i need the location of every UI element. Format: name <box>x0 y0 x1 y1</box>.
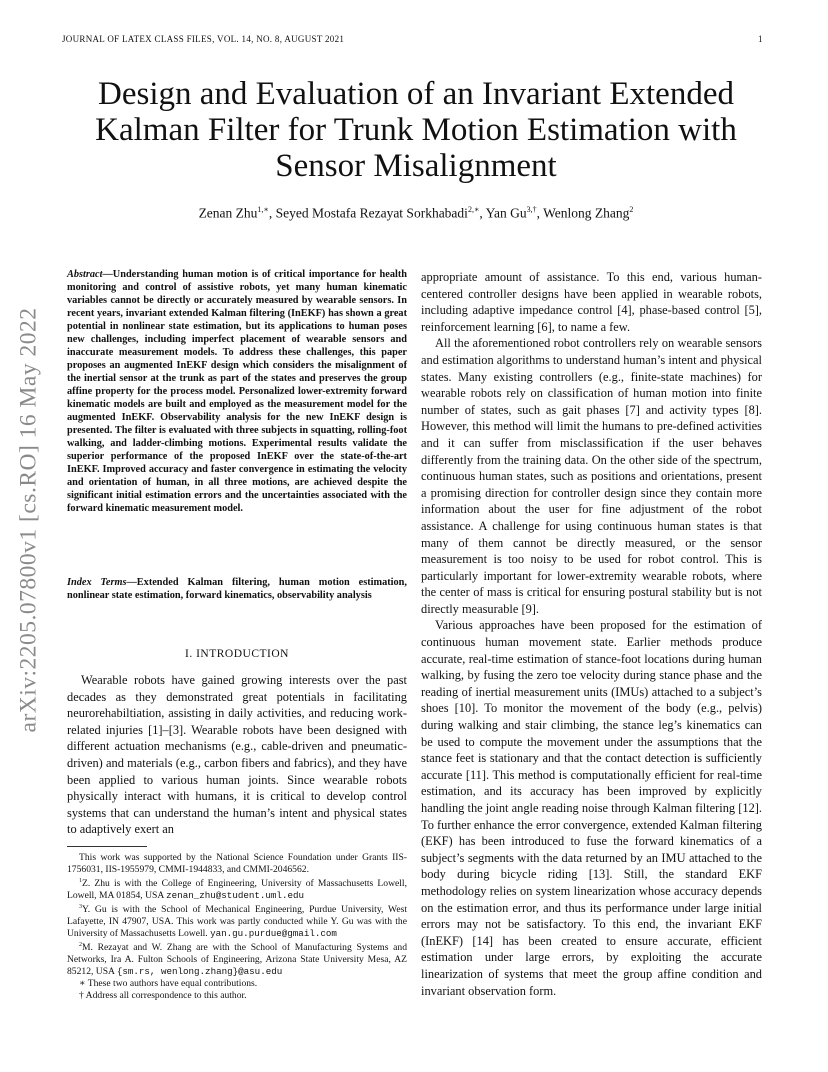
arxiv-stamp <box>2 270 56 770</box>
footnote-mark: 1 <box>79 877 82 884</box>
footnote-text: Z. Zhu is with the College of Engineering, University of Massachusetts Lowell, Lowell, MA 01854, USA <box>67 878 407 901</box>
intro-right-column <box>421 269 762 999</box>
email-link[interactable]: yan.gu.purdue@gmail.com <box>210 927 337 939</box>
abstract <box>67 268 407 515</box>
abstract-label: Abstract <box>67 269 103 280</box>
index-terms <box>67 576 407 602</box>
author-name: , Seyed Mostafa Rezayat Sorkhabadi <box>268 205 468 221</box>
footnote-rule <box>67 846 147 847</box>
email-link[interactable]: zenan_zhu@student.uml.edu <box>166 889 304 901</box>
author-affiliation-mark: 3,† <box>526 205 537 214</box>
body-paragraph: appropriate amount of assistance. To this end, various human-centered controller designs have been applied in wearable robots, including adaptive impedance control [4], phase-based control [5], reinforcement learning [6], to name a few. <box>421 270 762 334</box>
author-name: Zenan Zhu <box>198 205 258 221</box>
author-name: , Yan Gu <box>479 205 527 221</box>
body-paragraph: Various approaches have been proposed for the estimation of continuous human movement state. Earlier methods produce accurate, real-time estimation of stance-foot locations during human walking, by fusing the zero toe velocity during stance phase and the reading of inertial measurement units (IMUs) attached to a subject’s shoes [10]. To monitor the movement of the body (e.g., pelvis) during walking and stair climbing, the stance leg’s kinematics can be used to compute the movement under the assumptions that the stance feet is stationary and that the contact detection is sufficiently accurate [11]. This method is computationally efficient for real-time estimation, and its accuracy has been improved by explicitly handling the joint angle reading noise through Kalman filtering [12]. To further enhance the error convergence, extended Kalman filtering (EKF) has been introduced to fuse the forward kinematics of a subject’s segments with the data returned by an IMU attached to the body during bicycle riding [13]. Still, the standard EKF methodology relies on system linearization whose accuracy depends on the estimation error, and thus its performance under large initial errors may not be satisfactory. To this end, the invariant EKF (InEKF) [14] has been created to ensure accurate, efficient estimation under large errors, by exploiting the accurate linearization of systems that meet the group affine condition and invariant observation form. <box>421 618 762 998</box>
author-name: , Wenlong Zhang <box>536 205 630 221</box>
affiliation-footnote <box>67 940 407 978</box>
running-header: JOURNAL OF LATEX CLASS FILES, VOL. 14, NO. 8, AUGUST 2021 <box>62 34 345 44</box>
affiliation-footnote <box>67 902 407 940</box>
author-list <box>60 205 772 222</box>
paper-title: Design and Evaluation of an Invariant Extended Kalman Filter for Trunk Motion Estimation with Sensor Misalignment <box>95 76 737 184</box>
author-affiliation-mark: 2 <box>629 205 634 214</box>
index-terms-label: Index Terms <box>67 577 127 588</box>
correspondence-note: † Address all correspondence to this author. <box>79 989 247 1001</box>
author-affiliation-mark: 2,∗ <box>467 205 480 214</box>
body-paragraph: Wearable robots have gained growing interests over the past decades as they demonstrated great potentials in facilitating neurorehabiltiation, assisting in daily activities, and reducing work-related injuries [1]–[3]. Wearable robots have been designed with different actuation mechanisms (e.g., cable-driven and pneumatic-driven) and materials (e.g., carbon fibers and fabrics), and they have been applied to various human joints. Since wearable robots physically interact with humans, it is critical to develop control systems that can understand the human’s intent and physical states to adaptively exert an <box>67 673 407 837</box>
footnotes <box>67 852 407 1001</box>
funding-footnote: This work was supported by the National Science Foundation under Grants IIS-1756031, IIS-1955979, CMMI-1944833, and CMMI-2046562. <box>67 852 407 875</box>
footnote-text: M. Rezayat and W. Zhang are with the School of Manufacturing Systems and Networks, Ira A. Fulton Schools of Engineering, Arizona State University Mesa, AZ 85212, USA <box>67 941 407 977</box>
section-heading: I. INTRODUCTION <box>185 648 289 660</box>
equal-contribution-note: ∗ These two authors have equal contributions. <box>79 977 258 989</box>
footnote-mark: 3 <box>79 903 82 910</box>
footnote-text: Y. Gu is with the School of Mechanical Engineering, Purdue University, West Lafayette, IN 47907, USA. This work was partly conducted while Y. Gu was with the University of Massachusetts Lowell. <box>67 904 407 939</box>
body-paragraph: All the aforementioned robot controllers rely on wearable sensors and estimation algorithms to understand human’s intent and physical states. Many existing controllers (e.g., finite-state machines) for wearable robots rely on classification of human motion into finite number of states, such as gait phases [7] and activity types [8]. However, this method will limit the humans to pre-defined activities and it can suffer from misclassification if the user behaves differently from the training data. On the other side of the spectrum, continuous human states, such as positions and orientations, present a promising direction for controller design since they contain more information about the user for fine adjustment of the robot assistance. A challenge for using continuous human states is that many of them cannot be directly measured, or the sensor measurement is too noisy to be used for robot control. This is particularly important for lower-extremity wearable robots, where the center of mass is critical for ensuring postural stability but is not directly measurable [9]. <box>421 336 762 616</box>
index-terms-text: —Extended Kalman filtering, human motion estimation, nonlinear state estimation, forward kinematics, observability analysis <box>67 577 407 601</box>
arxiv-identifier: arXiv:2205.07800v1 [cs.RO] 16 May 2022 <box>15 307 42 733</box>
abstract-text: —Understanding human motion is of critical importance for health monitoring and control of assistive robots, yet many human kinematic variables cannot be directly or accurately measured by wearable sensors. In recent years, invariant extended Kalman filtering (InEKF) has shown a great potential in nonlinear state estimation, but its applications to human poses new challenges, including imperfect placement of wearable sensors and inaccurate measurement models. To address these challenges, this paper proposes an augmented InEKF design which considers the misalignment of the inertial sensor at the trunk as part of the states and preserves the group affine property for the process model. Personalized lower-extremity forward kinematic models are built and employed as the measurement model for the augmented InEKF. Observability analysis for the new InEKF design is presented. The filter is evaluated with three subjects in squatting, rolling-foot walking, and ladder-climbing motions. Experimental results validate the superior performance of the proposed InEKF over the state-of-the-art InEKF. Improved accuracy and faster convergence in estimating the velocity and orientation of human, in all three motions, are achieved despite the significant initial estimation errors and the uncertainties associated with the forward kinematic measurement model. <box>67 269 407 514</box>
author-affiliation-mark: 1,∗ <box>257 205 269 214</box>
intro-left-column <box>67 672 407 838</box>
page-number: 1 <box>758 34 763 44</box>
email-link[interactable]: {sm.rs, wenlong.zhang}@asu.edu <box>116 965 283 977</box>
footnote-mark: 2 <box>79 941 82 948</box>
affiliation-footnote <box>67 876 407 902</box>
